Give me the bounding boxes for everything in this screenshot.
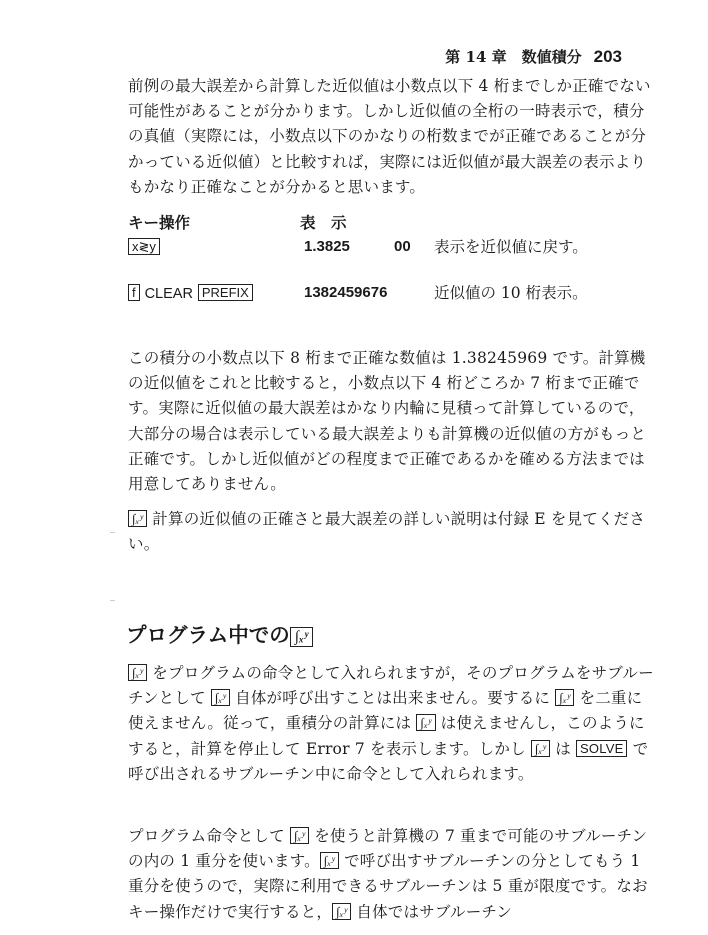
text-run: をプログラムの命令として入れられますが，そのプログラムをサブルーチンとして	[128, 664, 654, 708]
row-note: 表示を近似値に戻す。	[434, 238, 588, 256]
paragraph-3-text: 計算の近似値の正確さと最大誤差の詳しい説明は付録 E を見てください。	[128, 510, 646, 554]
integrate-key: ∫ₓʸ	[555, 689, 574, 706]
text-run: 自体が呼び出すことは出来ません。要するに	[230, 689, 556, 708]
f-key: f	[128, 284, 140, 301]
paragraph-3	[128, 507, 654, 557]
integrate-key: ∫ₓʸ	[531, 740, 550, 757]
solve-key: SOLVE	[576, 740, 627, 757]
text-run: で呼び出されるサブルーチン中に命令として入れられます。	[128, 739, 649, 783]
display-value: 1.3825	[304, 238, 350, 255]
integrate-key: ∫ₓʸ	[416, 714, 435, 731]
page-header	[445, 46, 622, 67]
integrate-key: ∫ₓʸ	[290, 627, 313, 647]
text-run: を二重に使えません。従って，重積分の計算には	[128, 689, 643, 733]
display-value: 1382459676	[304, 284, 388, 301]
col-header-display: 表 示	[300, 213, 347, 232]
page-number: 203	[593, 47, 622, 66]
section-title-text: プログラム中での	[126, 623, 290, 647]
paragraph-1: 前例の最大誤差から計算した近似値は小数点以下 4 桁までしか正確でない可能性があることが分かります。しかし近似値の全桁の一時表示で，積分の真値（実際には，小数点以下のかなりの桁数までが正確であることが分かっている近似値）と比較すれば，実際には近似値が最大誤差の表示よりもかなり正確なことが分かると思います。	[128, 77, 651, 196]
text-run: プログラム命令として	[128, 827, 290, 845]
display-exponent: 00	[394, 238, 411, 255]
chapter-title: 第 14 章 数値積分	[445, 48, 582, 66]
paragraph-5	[128, 824, 654, 925]
integrate-key: ∫ₓʸ	[211, 689, 230, 706]
integrate-key: ∫ₓʸ	[320, 852, 339, 869]
clear-label: CLEAR	[144, 286, 193, 302]
text-run: は	[550, 739, 577, 758]
col-header-keys: キー操作	[128, 213, 191, 232]
margin-mark	[110, 600, 115, 601]
integrate-key: ∫ₓʸ	[128, 664, 147, 681]
text-run: は使えませんし，このようにすると，計算を停止して Error 7 を表示します。しかし	[128, 714, 645, 758]
integrate-key: ∫ₓʸ	[332, 903, 351, 920]
prefix-key: PREFIX	[198, 284, 253, 301]
row-note: 近似値の 10 桁表示。	[434, 284, 588, 302]
section-title	[126, 618, 313, 648]
text-run: 自体ではサブルーチン	[351, 902, 513, 921]
paragraph-2: この積分の小数点以下 8 桁まで正確な数値は 1.38245969 です。計算機の近似値をこれと比較すると，小数点以下 4 桁どころか 7 桁まで正確です。実際に近似値の最大誤差はかなり内輪に見積って計算しているので，大部分の場合は表示している最大誤差よりも計算機の近似値の方がもっと正確です。しかし近似値がどの程度まで正確であるかを確める方法までは用意してありません。	[128, 349, 647, 494]
text-run: を使うと計算機の 7 重まで可能のサブルーチンの内の 1 重分を使います。	[128, 827, 648, 871]
paragraph-4	[128, 661, 654, 787]
margin-mark	[110, 532, 115, 533]
text-run: で呼び出すサブルーチンの分としてもう 1 重分を使うので，実際に利用できるサブルーチンは 5 重が限度です。なおキー操作だけで実行すると，	[128, 852, 648, 921]
integrate-key: ∫ₓʸ	[128, 510, 147, 527]
swap-xy-key: x≷y	[128, 238, 160, 255]
integrate-key: ∫ₓʸ	[290, 827, 309, 844]
